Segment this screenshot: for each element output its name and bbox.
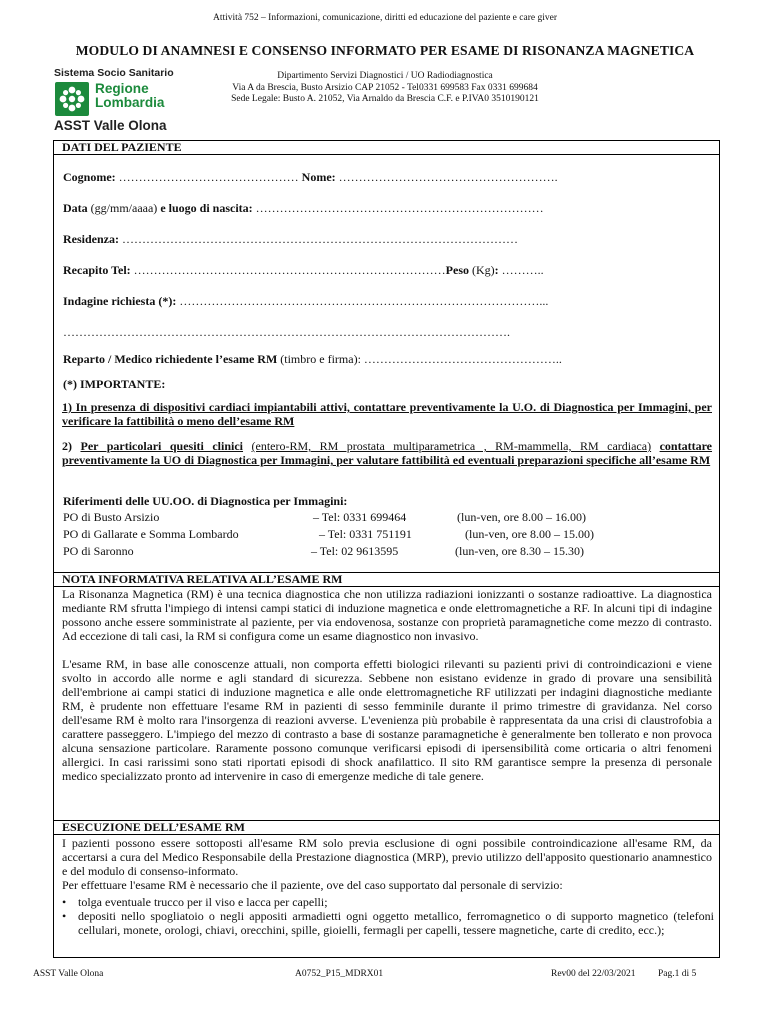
footer-document-code: A0752_P15_MDRX01 <box>295 969 384 979</box>
logo-system-text: Sistema Socio Sanitario <box>54 67 174 79</box>
weight-unit: (Kg) <box>472 263 495 277</box>
esecuzione-paragraph-2: Per effettuare l'esame RM è necessario che il paziente, ove del caso supportato dal personale di servizio: <box>62 878 563 892</box>
name-label: Nome: <box>301 170 336 184</box>
list-item: • depositi nello spogliatoio o negli appositi armadietti ogni oggetto metallico, ferromagnetico o di supporto magnetico (telefoni cellulari, monete, orologi, chiavi, orecchini, spille, gioielli, fermagli per capelli, tessere magnetiche, carte di credito, ecc.); <box>62 909 714 937</box>
form-box <box>53 140 720 958</box>
important-2-rest: contattare preventivamente la UO di Diagnostica per Immagini, per valutare fattibilità ed eventuali preparazioni specifiche all’esame RM <box>62 439 713 467</box>
reference-site: PO di Saronno <box>63 544 134 558</box>
footer-page-number: Pag.1 di 5 <box>658 969 697 979</box>
phone-label: Recapito Tel: <box>63 263 131 277</box>
references-heading: Riferimenti delle UU.OO. di Diagnostica per Immagini: <box>63 494 348 508</box>
ward-field[interactable]: ………………………………………….. <box>363 352 562 366</box>
esecuzione-paragraph-1: I pazienti possono essere sottoposti all'esame RM solo previa esclusione di ogni possibile controindicazione all'esame RM, da accertarsi a cura del Medico Responsabile della Prestazione diagnostica (MRP), previo utilizzo dell'apposito questionario anamnestico e del modulo di consenso-informato. <box>62 836 712 878</box>
esecuzione-bullet-list <box>62 895 714 937</box>
weight-field[interactable]: ……….. <box>501 263 544 277</box>
reference-hours: (lun-ven, ore 8.30 – 15.30) <box>455 544 584 558</box>
dept-line: Dipartimento Servizi Diagnostici / UO Radiodiagnostica <box>277 71 493 81</box>
reference-site: PO di Gallarate e Somma Lombardo <box>63 527 239 541</box>
list-item: • tolga eventuale trucco per il viso e lacca per capelli; <box>62 895 714 909</box>
birth-row <box>63 201 544 216</box>
residence-row <box>63 232 518 247</box>
important-note-2 <box>62 439 712 467</box>
logo-region-name: Regione Lombardia <box>95 81 165 110</box>
phone-weight-row <box>63 263 544 278</box>
reference-phone: – Tel: 0331 699464 <box>313 510 407 524</box>
exam-field-2[interactable]: …………………………………………………………………………………………………. <box>63 325 510 339</box>
ward-label: Reparto / Medico richiedente l’esame RM <box>63 352 278 366</box>
important-2-number: 2) <box>62 439 72 453</box>
birth-label: Data <box>63 201 88 215</box>
important-2-paren: (entero-RM, RM prostata multiparametrica , RM-mammella, RM cardiaca) <box>251 439 652 453</box>
reference-row <box>63 544 713 560</box>
section-heading-esecuzione: ESECUZIONE DELL’ESAME RM <box>54 820 719 835</box>
exam-row <box>63 294 548 309</box>
dept-line: Sede Legale: Busto A. 21052, Via Arnaldo da Brescia C.F. e P.IVA0 3510190121 <box>231 94 539 104</box>
nota-paragraph-1: La Risonanza Magnetica (RM) è una tecnica diagnostica che non utilizza radiazioni ionizzanti o sostanze radioattive. La diagnostica mediante RM sfrutta l'impiego di intensi campi statici di induzione magnetica e onde elettromagnetiche a RF. In alcuni tipi di indagine possono anche essere somministrate al paziente, per via endovenosa, sostanze con proprietà paramagnetiche come mezzo di contrasto. Ad eccezione di tali casi, la RM si configura come un esame diagnostico non invasivo. <box>62 587 712 643</box>
ward-note: (timbro e firma): <box>280 352 361 366</box>
phone-field[interactable]: …………………………………………………………………… <box>133 263 446 277</box>
reference-row <box>63 510 713 526</box>
surname-field[interactable]: ……………………………………… <box>118 170 299 184</box>
department-info <box>190 71 580 106</box>
birth-place-label: e luogo di nascita: <box>160 201 253 215</box>
regione-lombardia-logo <box>54 67 189 133</box>
birth-field[interactable]: ……………………………………………………………… <box>255 201 544 215</box>
surname-name-row <box>63 170 558 185</box>
exam-field[interactable]: ………………………………………………………………………………... <box>179 294 549 308</box>
nota-paragraph-2: L'esame RM, in base alle conoscenze attuali, non comporta effetti biologici rilevanti su pazienti privi di controindicazioni e viene svolto in accordo alle norme e agli standard di sicurezza. Sebbene non esistano evidenze in grado di provare una sensibilità dell'embrione ai campi statici di induzione magnetica e alle onde elettromagnetiche RF utilizzati per indagini diagnostiche mediante RM, è prudente non effettuare l'esame RM in pazienti di sesso femminile durante il primo trimestre di gravidanza. Nel corso dell'esame RM è molto rara l'insorgenza di reazioni avverse. L'evenienza più probabile è rappresentata da una crisi di claustrofobia a carattere passeggero. L'impiego del mezzo di contrasto a base di sostanze paramagnetiche è generalmente ben tollerato e non provoca alcuna sensazione particolare. Raramente possono comunque verificarsi episodi di ipersensibilità come orticaria o altri fenomeni allergici. In casi rarissimi sono stati riportati episodi di shock anafilattico. Il sito RM garantisce sempre la presenza di personale medico specializzato pronto ad intervenire in caso di emergenze mediche di tale genere. <box>62 657 712 783</box>
section-heading-patient: DATI DEL PAZIENTE <box>54 140 719 155</box>
footer-revision: Rev00 del 22/03/2021 <box>551 969 636 979</box>
surname-label: Cognome: <box>63 170 116 184</box>
reference-hours: (lun-ven, ore 8.00 – 15.00) <box>465 527 594 541</box>
lombardy-rose-icon <box>55 82 89 116</box>
birth-format: (gg/mm/aaaa) <box>90 201 158 215</box>
reference-phone: – Tel: 02 9613595 <box>311 544 399 558</box>
logo-asst-name: ASST Valle Olona <box>54 118 167 133</box>
residence-label: Residenza: <box>63 232 119 246</box>
dept-line: Via A da Brescia, Busto Arsizio CAP 21052 - Tel0331 699583 Fax 0331 699684 <box>232 82 538 93</box>
reference-site: PO di Busto Arsizio <box>63 510 160 524</box>
section-heading-nota: NOTA INFORMATIVA RELATIVA ALL’ESAME RM <box>54 572 719 587</box>
exam-label: Indagine richiesta (*): <box>63 294 177 308</box>
weight-colon: : <box>494 263 499 277</box>
footer-organization: ASST Valle Olona <box>33 969 104 979</box>
ward-row <box>63 352 562 367</box>
important-label: (*) IMPORTANTE: <box>63 377 166 391</box>
exam-row-2 <box>63 325 510 340</box>
name-field[interactable]: ………………………………………………. <box>338 170 558 184</box>
document-title: MODULO DI ANAMNESI E CONSENSO INFORMATO PER ESAME DI RISONANZA MAGNETICA <box>75 43 695 58</box>
reference-row <box>63 527 713 543</box>
important-2-lead: Per particolari quesiti clinici <box>80 439 244 453</box>
residence-field[interactable]: ……………………………………………………………………………………… <box>122 232 518 246</box>
reference-phone: – Tel: 0331 751191 <box>319 527 412 541</box>
weight-label: Peso <box>445 263 469 277</box>
reference-hours: (lun-ven, ore 8.00 – 16.00) <box>457 510 586 524</box>
important-note-1: 1) In presenza di dispositivi cardiaci impiantabili attivi, contattare preventivamente la U.O. di Diagnostica per Immagini, per verificare la fattibilità o meno dell’esame RM <box>62 400 712 428</box>
activity-line: Attività 752 – Informazioni, comunicazione, diritti ed educazione del paziente e care giver <box>213 13 557 23</box>
